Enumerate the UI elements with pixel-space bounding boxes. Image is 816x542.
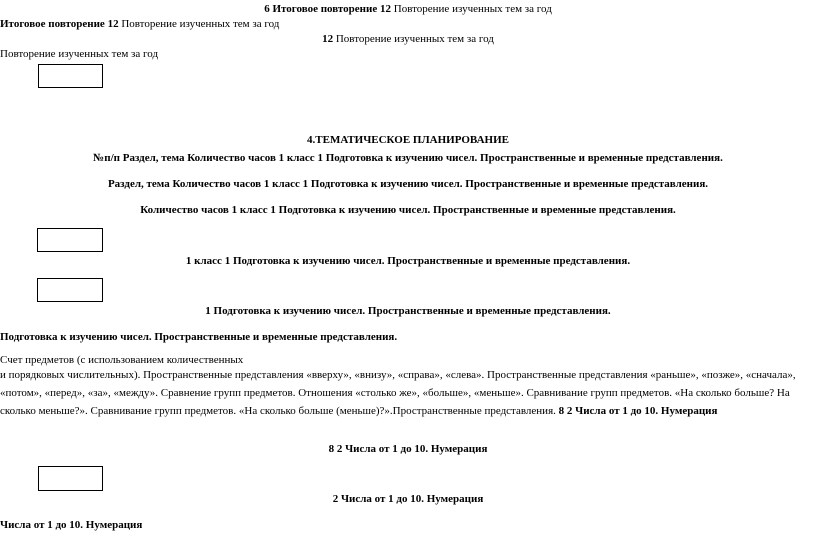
row-2-class: 1 класс	[263, 178, 300, 190]
row-4	[0, 254, 816, 269]
empty-box	[37, 228, 103, 252]
row-2-one: 1	[302, 178, 309, 190]
line-3	[0, 32, 816, 47]
row-2-hours: Количество часов	[172, 178, 262, 190]
row-1-class: 1 класс	[278, 152, 315, 164]
row-2-topic: Подготовка к изучению чисел. Пространственные и временные представления.	[310, 178, 709, 190]
row-5-topic: Подготовка к изучению чисел. Пространственные и временные представления.	[213, 305, 611, 317]
row-2	[0, 177, 816, 192]
row-3-class: 1 класс	[231, 204, 268, 216]
para-hours: 8	[558, 405, 565, 417]
row-6-topic: Подготовка к изучению чисел. Пространственные и временные представления.	[0, 331, 398, 343]
row-9-topic: Числа от 1 до 10. Нумерация	[0, 519, 143, 531]
para-body	[0, 366, 808, 421]
empty-box	[38, 64, 103, 88]
para-first-line: Счет предметов (с использованием количественных	[0, 354, 244, 366]
row-7-hours: 8	[328, 443, 335, 455]
section-title: 4.ТЕМАТИЧЕСКОЕ ПЛАНИРОВАНИЕ	[307, 134, 509, 146]
row-1	[0, 151, 816, 166]
row-3-hours: Количество часов	[140, 204, 229, 216]
row-1-hours: Количество часов	[187, 152, 276, 164]
row-8	[0, 492, 816, 507]
line-2-hours: 12	[107, 18, 119, 30]
row-7-topic: Числа от 1 до 10. Нумерация	[345, 443, 488, 455]
row-3	[0, 203, 816, 218]
para-body-text: и порядковых числительных). Пространственные представления «вверху», «внизу», «справа», «слева». Пространственные представления «раньше», «позже», «сначала», «потом», «перед», «за», «между». Сравнение групп предметов. Отношения «столько же», «больше», «меньше». Сравнивание групп предметов. «На сколько больше? На сколько меньше?». Сравнивание групп предметов. «На сколько больше (меньше)?».Пространственные представления.	[0, 369, 796, 417]
row-5	[0, 304, 816, 319]
empty-box	[37, 278, 103, 302]
empty-box	[38, 466, 103, 491]
line-2-text: Повторение изученных тем за год	[121, 18, 280, 30]
row-5-one: 1	[205, 305, 211, 317]
line-3-hours: 12	[322, 33, 334, 45]
row-7-class: 2	[336, 443, 343, 455]
row-8-class: 2	[332, 493, 339, 505]
row-6	[0, 330, 397, 344]
row-9	[0, 518, 142, 532]
row-4-one: 1	[224, 255, 231, 267]
line-2-title: Итоговое повторение	[0, 18, 105, 30]
line-4	[0, 47, 158, 62]
row-4-topic: Подготовка к изучению чисел. Пространственные и временные представления.	[232, 255, 631, 267]
para-topic: Числа от 1 до 10. Нумерация	[575, 405, 718, 417]
row-8-topic: Числа от 1 до 10. Нумерация	[340, 493, 484, 505]
row-1-num: №п/п	[93, 152, 120, 164]
row-3-topic: Подготовка к изучению чисел. Пространственные и временные представления.	[278, 204, 676, 216]
line-1-text: Повторение изученных тем за год	[393, 3, 552, 15]
para-class: 2	[566, 405, 573, 417]
row-1-section: Раздел, тема	[122, 152, 185, 164]
line-1	[0, 2, 816, 17]
line-1-hours: 12	[380, 3, 391, 15]
row-1-topic: Подготовка к изучению чисел. Пространственные и временные представления.	[325, 152, 723, 164]
row-7	[0, 442, 816, 457]
line-1-title: Итоговое повторение	[272, 3, 378, 15]
line-4-text: Повторение изученных тем за год	[0, 48, 159, 60]
line-1-num: 6	[264, 3, 270, 15]
row-1-one: 1	[317, 152, 323, 164]
row-3-one: 1	[270, 204, 276, 216]
line-3-text: Повторение изученных тем за год	[335, 33, 494, 45]
row-4-class: 1 класс	[185, 255, 222, 267]
line-2	[0, 17, 279, 32]
row-2-section: Раздел, тема	[107, 178, 170, 190]
